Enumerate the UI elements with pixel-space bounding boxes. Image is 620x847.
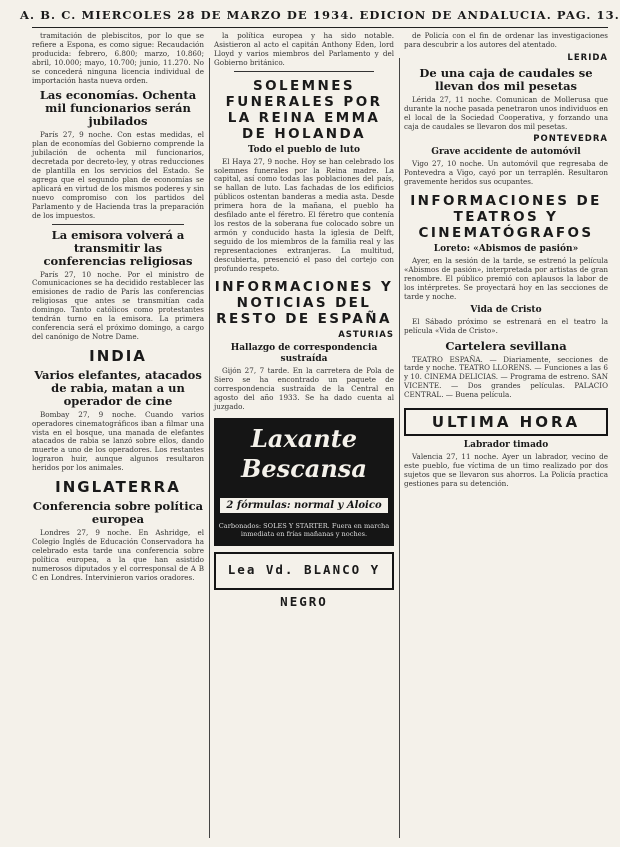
article-text: Bombay 27, 9 noche. Cuando varios operadores cinematográficos iban a filmar una vista en el bosque, una manada de elefantes atacados de rabia se lanzó sobre ellos, dando muerte a uno de los operadores. Los restantes lograron huir, aunque algunos resultaron heridos por los animales. [32, 409, 204, 473]
article-text: París 27, 10 noche. Por el ministro de Comunicaciones se ha decidido restablecer las emisiones de radio de París las conferencias religiosas que antes se transmitían cada domingo. Tanto católicos como protestantes tendrán turno en la emisora. La primera conferencia será el próximo domingo, a cargo del canónigo de Notre Dame. [32, 269, 204, 341]
subheadline: Vida de Cristo [470, 304, 542, 315]
location-label: PONTEVEDRA [533, 134, 608, 145]
location-label: LERIDA [567, 52, 608, 63]
column-2 [214, 31, 394, 609]
article-text: París 27, 9 noche. Con estas medidas, el plan de economías del Gobierno comprende la jubilación de ochenta mil funcionarios, decretada por decreto-ley, y otras reducciones de plantilla en los servicios del Estado. Se agrega que el segundo plan de economías se aplicará en virtud de los mismos poderes y sin nuevo compromiso con los partidos del Parlamento y de Hacienda tras la preparación de los impuestos. [32, 130, 204, 220]
section-title: INDIA [89, 346, 147, 365]
article-text: tramitación de plebiscitos, por lo que se refiere a Espona, es como sigue: Recaudación producida: febrero, 6.800; marzo, 10.860; abril, 10.000; mayo, 10.700; junio, 11.270. No se concederá ninguna licencia individual de importación hasta nueva orden. [32, 31, 204, 85]
laxante-advertisement [214, 418, 394, 546]
column-divider-2 [399, 58, 400, 838]
article-text: TEATRO ESPAÑA. — Diariamente, secciones de tarde y noche. TEATRO LLORENS. — Funciones a las 6 y 10. CINEMA DELICIAS. — Programa de estreno. SAN VICENTE. — Dos grandes películas. PALACIO CENTRAL. — Buena película. [404, 354, 608, 400]
article-text: Gijón 27, 7 tarde. En la carretera de Pola de Siero se ha encontrado un paquete de correspondencia sustraída de la Central en agosto del año 1933. Se ha dado cuenta al juzgado. [214, 366, 394, 412]
ad-tagline: 2 fórmulas: normal y Aloico [220, 498, 388, 513]
headline: Hallazgo de correspondencia sustraída [230, 343, 378, 365]
article-text: Vigo 27, 10 noche. Un automóvil que regresaba de Pontevedra a Vigo, cayó por un terraplén. Resultaron gravemente heridos sus ocupantes. [404, 159, 608, 187]
column-1 [32, 32, 204, 585]
article-text: El Sábado próximo se estrenará en el teatro la película «Vida de Cristo». [404, 316, 608, 335]
separator [52, 224, 184, 225]
article-text: de Policía con el fin de ordenar las investigaciones para descubrir a los autores del atentado. [404, 31, 608, 49]
ad-line: Bescansa [241, 453, 367, 483]
headline-large: SOLEMNES FUNERALES POR LA REINA EMMA DE HOLANDA [225, 77, 383, 142]
headline: Las economías. Ochenta mil funcionarios serán jubilados [39, 88, 197, 129]
header-rule [32, 27, 608, 28]
subheadline: Todo el pueblo de luto [247, 144, 361, 155]
article-text: Lérida 27, 11 noche. Comunican de Mollerusa que durante la noche pasada penetraron unos individuos en el local de la Sociedad Cooperativa, y forzando una caja de caudales se llevaron dos mil pesetas. [404, 94, 608, 131]
section-title: INFORMACIONES DE TEATROS Y CINEMATÓGRAFOS [410, 193, 602, 242]
location-label: ASTURIAS [338, 330, 394, 341]
article-text: la política europea y ha sido notable. Asistieron al acto el capitán Anthony Eden, lord Lloyd y varios miembros del Parlamento y del Gobierno británico. [214, 31, 394, 67]
page-header: A. B. C. MIERCOLES 28 DE MARZO DE 1934. EDICION DE ANDALUCIA. PAG. 13. [20, 8, 620, 22]
article-text: El Haya 27, 9 noche. Hoy se han celebrado los solemnes funerales por la Reina madre. La capital, así como todas las poblaciones del país, se hallan de luto. Las fachadas de los edificios públicos ostentan banderas a media asta. Desde primera hora de la mañana, el pueblo ha desfilado ante el féretro. El féretro que contenía los restos de la soberana fue colocado sobre un armón y conducido hasta la iglesia de Delft, seguido de los miembros de la familia real y las representaciones extranjeras. La multitud, descubierta, presenció el paso del cortejo con profundo respeto. [214, 156, 394, 273]
column-3 [404, 32, 608, 491]
article-text: Londres 27, 9 noche. En Ashridge, el Colegio Inglés de Educación Conservadora ha celebrado esta tarde una conferencia sobre política europea, a la que han asistido numerosos diputados y el corresponsal de A B C en Londres. Intervinieron varios oradores. [32, 528, 204, 582]
headline: De una caja de caudales se llevan dos mil pesetas [419, 65, 593, 93]
ultima-hora-banner: ULTIMA HORA [404, 408, 608, 436]
ad-line: Laxante [250, 423, 358, 453]
separator [234, 71, 374, 72]
column-divider-1 [209, 58, 210, 838]
article-text: Ayer, en la sesión de la tarde, se estrenó la película «Abismos de pasión», interpretada por artistas de gran renombre. El público premió con aplausos la labor de los intérpretes. Se proyectará hoy en las secciones de tarde y noche. [404, 256, 608, 301]
headline: Conferencia sobre política europea [32, 499, 204, 527]
blanco-y-negro-advertisement: Lea Vd. BLANCO Y NEGRO [214, 552, 394, 590]
headline: Cartelera sevillana [445, 338, 567, 353]
ad-small-print: Carbonados: SOLES Y STARTER. Fuera en marcha inmediata en frías mañanas y noches. [218, 521, 390, 538]
headline: Grave accidente de automóvil [431, 147, 581, 158]
headline: La emisora volverá a transmitir las conferencias religiosas [43, 227, 193, 268]
section-title: INGLATERRA [55, 478, 181, 497]
headline: Labrador timado [463, 440, 549, 451]
section-title: INFORMACIONES Y NOTICIAS DEL RESTO DE ESPAÑA [214, 279, 394, 328]
subheadline: Loreto: «Abismos de pasión» [433, 244, 579, 255]
article-text: Valencia 27, 11 noche. Ayer un labrador, vecino de este pueblo, fue víctima de un timo realizado por dos sujetos que se llevaron sus ahorros. La Policía practica gestiones para su detención. [404, 452, 608, 488]
headline: Varios elefantes, atacados de rabia, matan a un operador de cine [34, 367, 202, 408]
